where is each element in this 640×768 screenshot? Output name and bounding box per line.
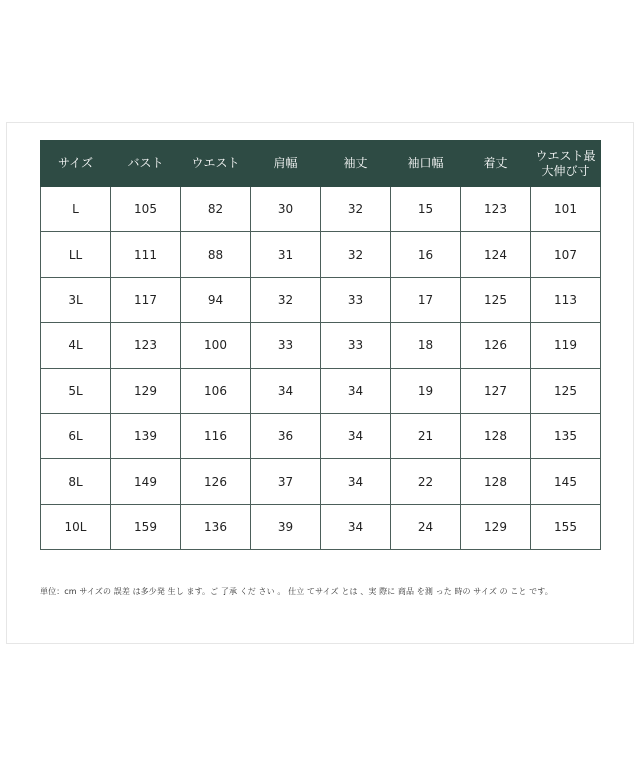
header-cuff-width: 袖口幅 (391, 141, 461, 187)
cell-bust: 123 (111, 323, 181, 368)
cell-waist: 94 (181, 277, 251, 322)
header-row (41, 141, 601, 187)
cell-size: LL (41, 232, 111, 277)
cell-sleeve-length: 33 (321, 323, 391, 368)
cell-shoulder-width: 39 (251, 504, 321, 549)
cell-waist-max-stretch: 145 (531, 459, 601, 504)
table-row (41, 504, 601, 549)
cell-waist-max-stretch: 135 (531, 413, 601, 458)
cell-bust: 159 (111, 504, 181, 549)
cell-sleeve-length: 34 (321, 459, 391, 504)
cell-sleeve-length: 34 (321, 504, 391, 549)
cell-bust: 105 (111, 187, 181, 232)
cell-sleeve-length: 34 (321, 368, 391, 413)
table-row (41, 277, 601, 322)
cell-sleeve-length: 34 (321, 413, 391, 458)
cell-shoulder-width: 33 (251, 323, 321, 368)
header-waist-max-stretch: ウエスト最 大伸び寸 (531, 141, 601, 187)
cell-waist: 82 (181, 187, 251, 232)
header-shoulder-width: 肩幅 (251, 141, 321, 187)
cell-sleeve-length: 32 (321, 232, 391, 277)
cell-cuff-width: 17 (391, 277, 461, 322)
cell-waist: 88 (181, 232, 251, 277)
cell-bust: 111 (111, 232, 181, 277)
cell-cuff-width: 22 (391, 459, 461, 504)
header-bust: バスト (111, 141, 181, 187)
cell-waist-max-stretch: 155 (531, 504, 601, 549)
cell-waist: 116 (181, 413, 251, 458)
cell-cuff-width: 18 (391, 323, 461, 368)
cell-size: 10L (41, 504, 111, 549)
cell-bust: 149 (111, 459, 181, 504)
header-sleeve-length: 袖丈 (321, 141, 391, 187)
table-row (41, 368, 601, 413)
cell-total-length: 125 (461, 277, 531, 322)
cell-total-length: 128 (461, 413, 531, 458)
cell-size: 8L (41, 459, 111, 504)
table-row (41, 459, 601, 504)
cell-shoulder-width: 34 (251, 368, 321, 413)
cell-waist: 126 (181, 459, 251, 504)
header-size: サイズ (41, 141, 111, 187)
cell-waist-max-stretch: 113 (531, 277, 601, 322)
cell-size: 4L (41, 323, 111, 368)
size-table (40, 140, 601, 550)
cell-size: L (41, 187, 111, 232)
cell-waist: 136 (181, 504, 251, 549)
cell-cuff-width: 15 (391, 187, 461, 232)
cell-cuff-width: 24 (391, 504, 461, 549)
cell-shoulder-width: 31 (251, 232, 321, 277)
cell-sleeve-length: 33 (321, 277, 391, 322)
cell-size: 6L (41, 413, 111, 458)
cell-shoulder-width: 30 (251, 187, 321, 232)
table-row (41, 232, 601, 277)
table-row (41, 323, 601, 368)
cell-cuff-width: 21 (391, 413, 461, 458)
cell-size: 3L (41, 277, 111, 322)
cell-bust: 117 (111, 277, 181, 322)
cell-total-length: 126 (461, 323, 531, 368)
cell-cuff-width: 16 (391, 232, 461, 277)
table-row (41, 413, 601, 458)
cell-waist-max-stretch: 107 (531, 232, 601, 277)
cell-waist: 106 (181, 368, 251, 413)
header-waist: ウエスト (181, 141, 251, 187)
cell-total-length: 123 (461, 187, 531, 232)
table-body (41, 187, 601, 550)
cell-size: 5L (41, 368, 111, 413)
table-row (41, 187, 601, 232)
cell-total-length: 128 (461, 459, 531, 504)
cell-waist-max-stretch: 119 (531, 323, 601, 368)
cell-waist-max-stretch: 125 (531, 368, 601, 413)
cell-cuff-width: 19 (391, 368, 461, 413)
cell-total-length: 127 (461, 368, 531, 413)
cell-waist: 100 (181, 323, 251, 368)
cell-shoulder-width: 36 (251, 413, 321, 458)
size-note: 単位：cm サイズの 誤差 は多少発 生し ます。ご 了承 くだ さい 。 仕立 てサイズ とは 、実 際に 商品 を測 った 時の サイズ の こと です。 (40, 587, 553, 596)
cell-total-length: 124 (461, 232, 531, 277)
cell-total-length: 129 (461, 504, 531, 549)
cell-shoulder-width: 37 (251, 459, 321, 504)
cell-waist-max-stretch: 101 (531, 187, 601, 232)
cell-sleeve-length: 32 (321, 187, 391, 232)
header-total-length: 着丈 (461, 141, 531, 187)
cell-bust: 129 (111, 368, 181, 413)
cell-shoulder-width: 32 (251, 277, 321, 322)
cell-bust: 139 (111, 413, 181, 458)
